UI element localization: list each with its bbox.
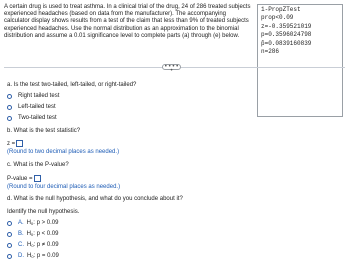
option-text: p > 0.09 <box>36 220 59 226</box>
radio-icon[interactable] <box>7 232 12 237</box>
calculator-line-prop: prop<0.09 <box>261 14 294 22</box>
more-button[interactable]: • • • • • <box>162 64 181 70</box>
calculator-display <box>257 4 343 117</box>
option-label: Right tailed test <box>18 93 60 99</box>
p-value-input[interactable] <box>34 175 41 182</box>
part-c-hint: (Round to four decimal places as needed.) <box>7 184 121 190</box>
radio-icon[interactable] <box>7 254 12 259</box>
option-b-null[interactable] <box>7 231 58 238</box>
h-subscript: 0 <box>31 254 34 259</box>
part-c-question: c. What is the P-value? <box>7 162 69 168</box>
part-d-subquestion: Identify the null hypothesis. <box>7 209 80 215</box>
test-statistic-input[interactable] <box>16 140 23 147</box>
part-b-hint: (Round to two decimal places as needed.) <box>7 149 120 155</box>
calculator-line-phat: p̂=0.0839160839 <box>261 39 312 47</box>
option-d-null[interactable] <box>7 253 59 260</box>
calculator-line-z: z=-0.359521019 <box>261 22 312 30</box>
h-subscript: 0 <box>31 243 34 248</box>
z-label: z = <box>7 141 16 148</box>
h-symbol: H <box>26 220 32 226</box>
calculator-line-n: n=286 <box>261 48 280 56</box>
option-right-tailed[interactable] <box>7 93 59 100</box>
radio-icon[interactable] <box>7 105 12 110</box>
option-label: Left-tailed test <box>18 104 56 110</box>
colon: : <box>33 253 36 259</box>
colon: : <box>33 242 36 248</box>
problem-statement: A certain drug is used to treat asthma. In a clinical trial of the drug, 24 of 286 treated subjects experienced headaches (based on data from the manufacturer). The accompanying calculator display shows results from a test of the claim that less than 9% of treated subjects experienced headaches. Use the normal distribution as an approximation to the binomial distribution and assume a 0.01 significance level to complete parts (a) through (e) below. <box>4 4 251 39</box>
h-symbol: H <box>27 253 32 259</box>
option-text: p ≠ 0.09 <box>36 242 59 248</box>
calculator-line-p: p=0.3596024798 <box>261 31 312 39</box>
h-subscript: 0 <box>31 221 34 226</box>
colon: : <box>33 231 35 237</box>
test-statistic-row <box>7 140 23 148</box>
option-two-tailed[interactable] <box>7 115 57 122</box>
part-a-question: a. Is the test two-tailed, left-tailed, or right-tailed? <box>7 82 137 88</box>
option-text: p = 0.09 <box>36 253 59 259</box>
p-value-row <box>7 175 41 183</box>
radio-icon[interactable] <box>7 243 12 248</box>
colon: : <box>33 220 35 226</box>
radio-icon[interactable] <box>7 116 12 121</box>
option-text: p < 0.09 <box>36 231 59 237</box>
p-value-label: P-value = <box>7 176 33 183</box>
option-c-null[interactable] <box>7 242 59 249</box>
part-b-question: b. What is the test statistic? <box>7 128 81 134</box>
radio-icon[interactable] <box>7 221 12 226</box>
calculator-title: 1-PropZTest <box>261 6 301 13</box>
radio-icon[interactable] <box>7 94 12 99</box>
option-letter: D. <box>18 253 24 259</box>
option-letter: B. <box>18 231 24 237</box>
option-a-null[interactable] <box>7 220 58 227</box>
h-symbol: H <box>26 231 32 237</box>
h-symbol: H <box>27 242 32 248</box>
option-letter: C. <box>18 242 24 248</box>
option-letter: A. <box>18 220 24 226</box>
h-subscript: 0 <box>31 232 34 237</box>
part-d-question: d. What is the null hypothesis, and what do you conclude about it? <box>7 196 183 202</box>
option-left-tailed[interactable] <box>7 104 56 111</box>
option-label: Two-tailed test <box>18 115 57 121</box>
